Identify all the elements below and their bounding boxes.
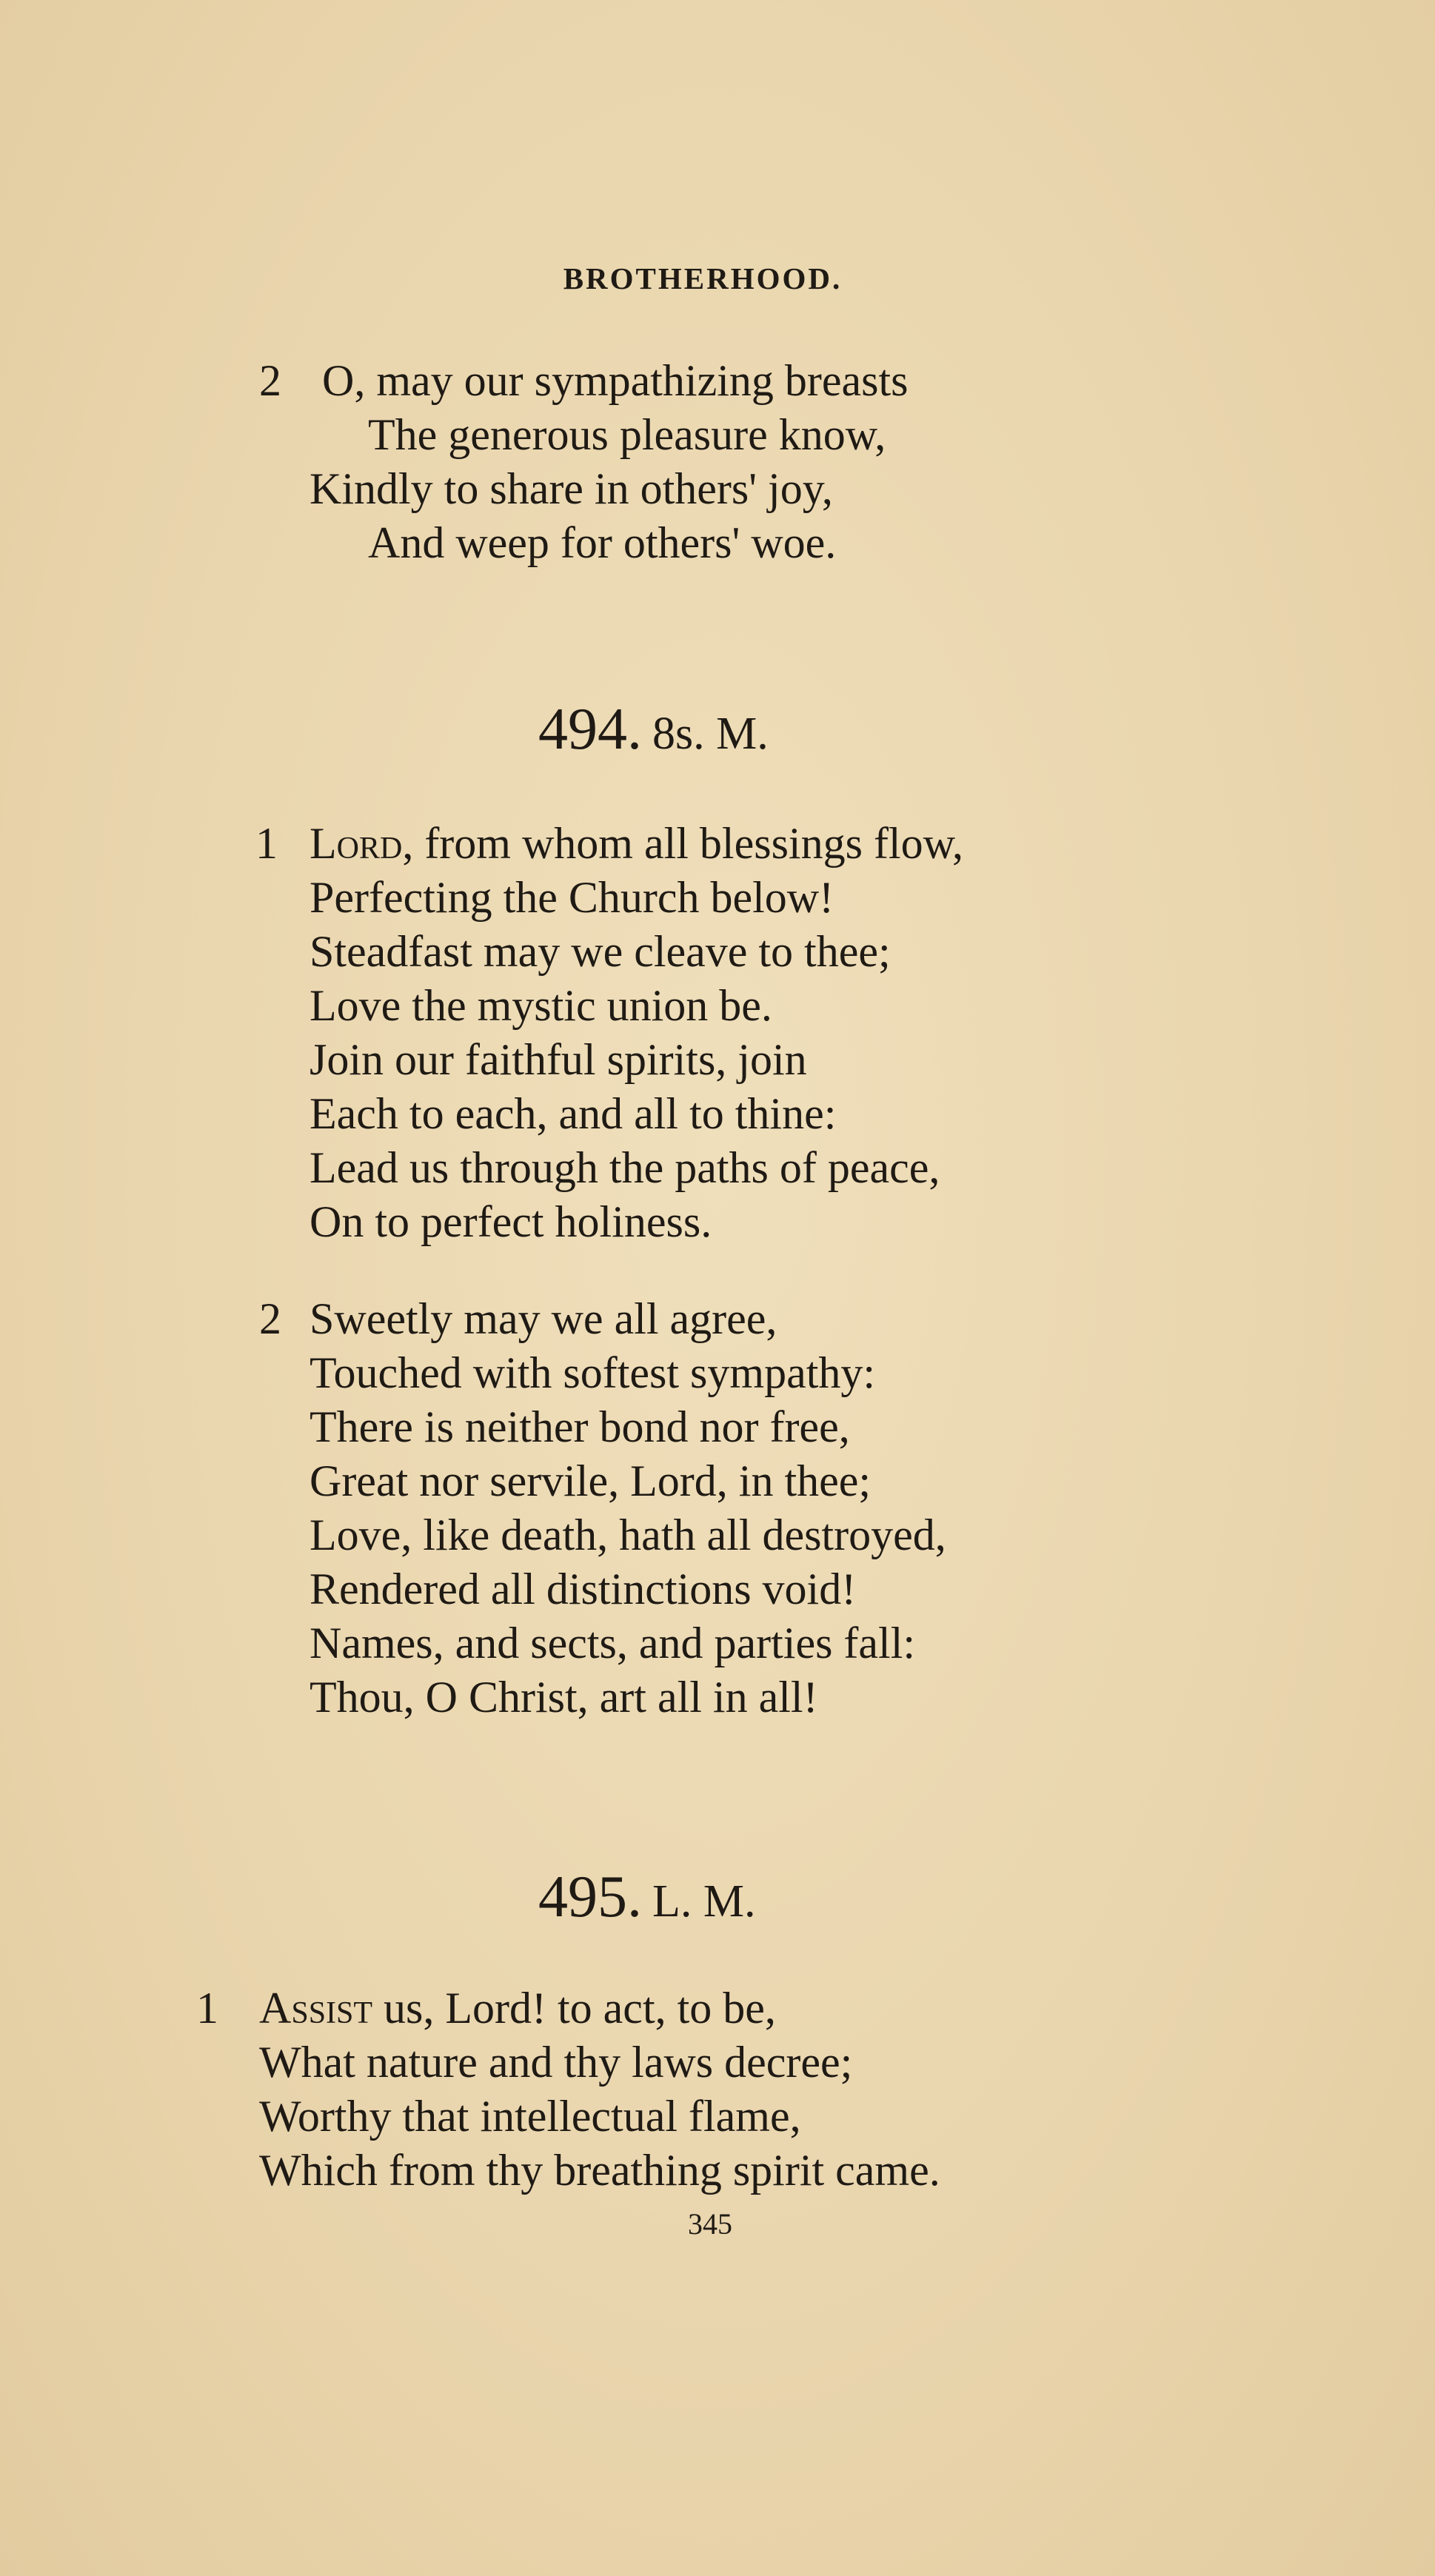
running-head: BROTHERHOOD. [563, 261, 843, 295]
opening-word: Assist [259, 1984, 373, 2033]
verse-line-first [310, 817, 963, 871]
verse-line: What nature and thy laws decree; [259, 2038, 853, 2087]
hymn-number: 495. [538, 1864, 642, 1930]
hymn-494-heading [538, 696, 769, 767]
verse-line: Thou, O Christ, art all in all! [310, 1673, 818, 1722]
opening-word: Lord, [310, 819, 414, 868]
verse-line: Which from thy breathing spirit came. [259, 2146, 940, 2195]
verse-line: Great nor servile, Lord, in thee; [310, 1456, 872, 1505]
verse-line: Kindly to share in others' joy, [310, 464, 833, 513]
opening-rest: from whom all blessings flow, [413, 819, 964, 868]
verse-line: Love, like death, hath all destroyed, [310, 1511, 946, 1559]
verse-line-first [259, 1981, 776, 2035]
hymn-number: 494. [538, 697, 642, 762]
verse-line: And weep for others' woe. [368, 518, 837, 567]
verse-line: Sweetly may we all agree, [310, 1294, 777, 1343]
hymn-495-heading [538, 1864, 756, 1935]
verse-line: The generous pleasure know, [368, 410, 886, 459]
verse-number: 1 [196, 1984, 218, 2033]
verse-number: 2 [259, 356, 281, 405]
verse-line: On to perfect holiness. [310, 1197, 712, 1246]
verse-number: 1 [255, 819, 278, 868]
verse-line: Touched with softest sympathy: [310, 1348, 876, 1397]
verse-line: Rendered all distinctions void! [310, 1565, 857, 1613]
verse-line: O, may our sympathizing breasts [322, 356, 909, 405]
verse-line: Each to each, and all to thine: [310, 1089, 837, 1138]
verse-line: Love the mystic union be. [310, 981, 772, 1030]
hymn-meter: L. M. [652, 1876, 756, 1927]
verse-line: Perfecting the Church below! [310, 873, 834, 922]
hymn-meter: 8s. M. [652, 709, 769, 759]
verse-line: Worthy that intellectual flame, [259, 2092, 801, 2141]
verse-line: Steadfast may we cleave to thee; [310, 927, 891, 976]
verse-line: Join our faithful spirits, join [310, 1035, 807, 1084]
verse-number: 2 [259, 1294, 281, 1343]
verse-line: There is neither bond nor free, [310, 1402, 850, 1451]
opening-rest: us, Lord! to act, to be, [372, 1984, 776, 2033]
verse-line: Lead us through the paths of peace, [310, 1143, 940, 1192]
page-number: 345 [688, 2207, 732, 2241]
verse-line: Names, and sects, and parties fall: [310, 1619, 916, 1667]
